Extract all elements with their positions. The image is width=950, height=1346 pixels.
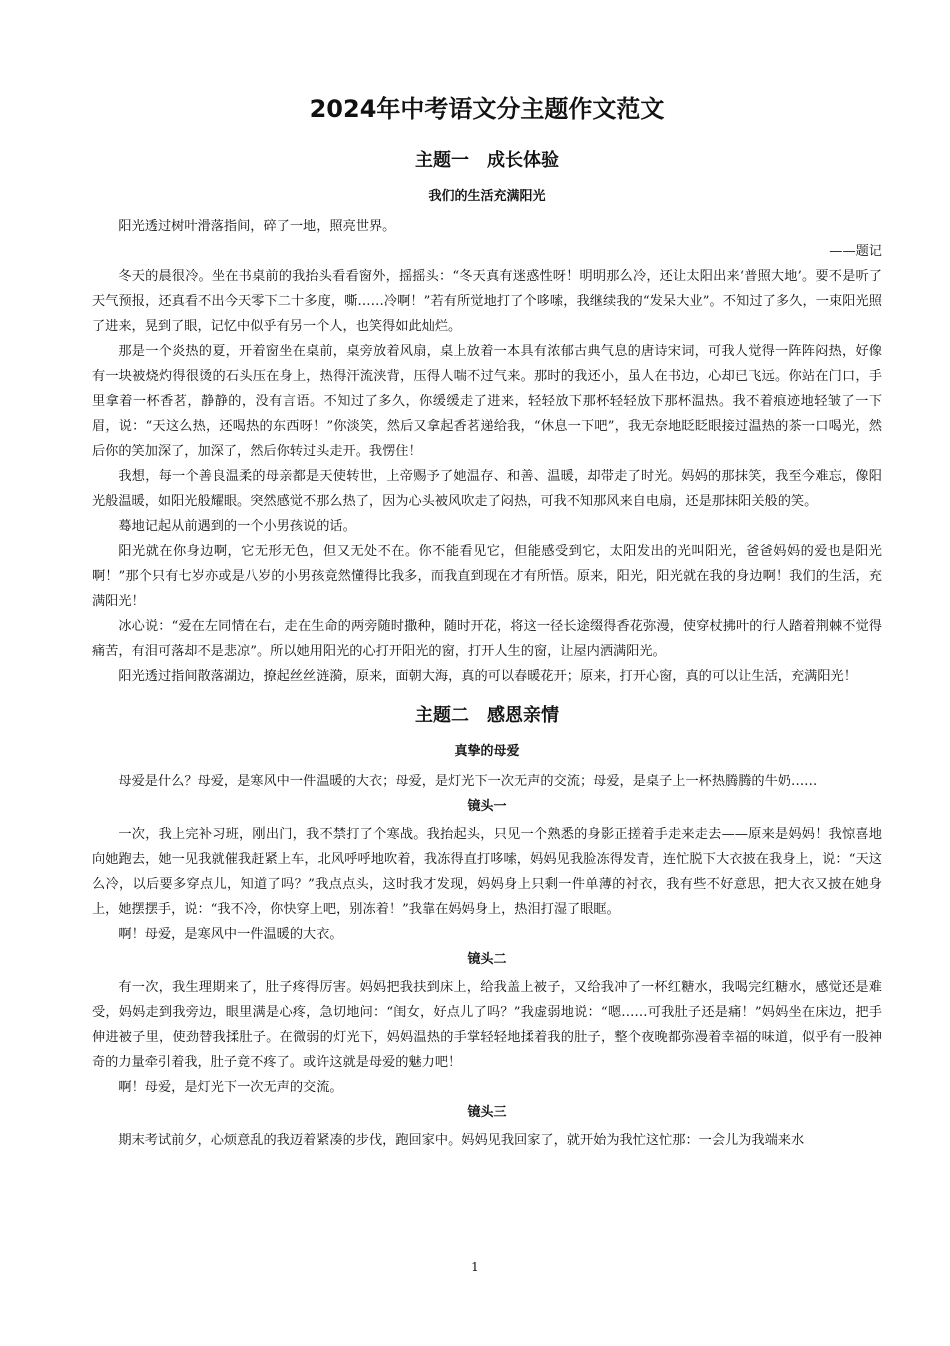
- paragraph: 啊！母爱，是灯光下一次无声的交流。: [118, 1080, 343, 1095]
- paragraph: 冰心说：“爱在左同情在右，走在生命的两旁随时撒种，随时开花，将这一径长途缀得香花弥漫，使穿杖拂叶的行人踏着荆棘不觉得痛苦，有泪可落却不是悲凉”。所以她用阳光的心打开阳光的窗，打开人生的窗，让屋内洒满阳光。: [92, 619, 882, 659]
- shot-two-title: 镜头二: [467, 952, 507, 967]
- epigraph-signature: ——题记: [829, 244, 882, 259]
- paragraph: 阳光透过指间散落湖边，撩起丝丝涟漪，原来，面朝大海，真的可以春暖花开；原来，打开心窗，真的可以让生活，充满阳光！: [118, 669, 857, 684]
- shot-one-title: 镜头一: [467, 799, 507, 814]
- paragraph: 一次，我上完补习班，刚出门，我不禁打了个寒战。我抬起头，只见一个熟悉的身影正搓着手走来走去——原来是妈妈！我惊喜地向她跑去，她一见我就催我赶紧上车，北风呼呼地吹着，我冻得直打哆嗦，妈妈见我脸冻得发青，连忙脱下大衣披在我身上，说：“天这么冷，以后要多穿点儿，知道了吗？”我点点头，这时我才发现，妈妈身上只剩一件单薄的衬衣，我有些不好意思，把大衣又披在她身上，她摆摆手，说：“我不冷，你快穿上吧，别冻着！”我靠在妈妈身上，热泪打湿了眼眶。: [92, 827, 882, 917]
- theme-one-heading: 主题一 成长体验: [415, 150, 559, 171]
- essay-two-title: 真挚的母爱: [454, 744, 520, 759]
- paragraph: 那是一个炎热的夏，开着窗坐在桌前，桌旁放着风扇，桌上放着一本具有浓郁古典气息的唐诗宋词，可我人觉得一阵阵闷热，好像有一块被烧灼得很烫的石头压在身上，热得汗流浃背，压得人喘不过气来。那时的我还小，虽人在书边，心却已飞远。你站在门口，手里拿着一杯香茗，静静的，没有言语。不知过了多久，你缓缓走了进来，轻轻放下那杯轻轻放下那杯温热。我不着痕迹地轻皱了一下眉，说：“天这么热，还喝热的东西呀！”你淡笑，然后又拿起香茗递给我，“休息一下吧”，我无奈地眨眨眼接过温热的茶一口喝光，然后你的笑加深了，加深了，然后你转过头走开。我愣住！: [92, 344, 882, 459]
- paragraph: 冬天的晨很冷。坐在书桌前的我抬头看看窗外，摇摇头：“冬天真有迷惑性呀！明明那么冷，还让太阳出来‘普照大地’。要不是听了天气预报，还真看不出今天零下二十多度，嘶……冷啊！”若有所觉地打了个哆嗦，我继续我的“发呆大业”。不知过了多久，一束阳光照了进来，晃到了眼，记忆中似乎有另一个人，也笑得如此灿烂。: [92, 269, 882, 334]
- epigraph: 阳光透过树叶滑落指间，碎了一地，照亮世界。: [118, 219, 396, 234]
- theme-two-heading: 主题二 感恩亲情: [415, 705, 559, 726]
- paragraph: 期末考试前夕，心烦意乱的我迈着紧凑的步伐，跑回家中。妈妈见我回家了，就开始为我忙这忙那：一会儿为我端来水: [118, 1133, 805, 1148]
- paragraph: 蓦地记起从前遇到的一个小男孩说的话。: [118, 519, 356, 534]
- paragraph: 啊！母爱，是寒风中一件温暖的大衣。: [118, 927, 343, 942]
- section-spacer: [92, 689, 882, 703]
- paragraph: 有一次，我生理期来了，肚子疼得厉害。妈妈把我扶到床上，给我盖上被子，又给我冲了一杯红糖水，我喝完红糖水，感觉还是难受，妈妈走到我旁边，眼里满是心疼，急切地问：“闺女，好点儿了吗？”我虚弱地说：“嗯……可我肚子还是痛！”妈妈坐在床边，把手伸进被子里，使劲替我揉肚子。在微弱的灯光下，妈妈温热的手掌轻轻地揉着我的肚子，整个夜晚都弥漫着幸福的味道，似乎有一股神奇的力量牵引着我，肚子竟不疼了。或许这就是母爱的魅力吧！: [92, 980, 882, 1070]
- paragraph: 我想，每一个善良温柔的母亲都是天使转世，上帝赐予了她温存、和善、温暖，却带走了时光。妈妈的那抹笑，我至今难忘，像阳光般温暖，如阳光般耀眼。突然感觉不那么热了，因为心头被风吹走了闷热，可我不知那风来自电扇，还是那抹阳关般的笑。: [92, 469, 882, 509]
- document-title: 2024年中考语文分主题作文范文: [309, 95, 665, 123]
- paragraph: 阳光就在你身边啊，它无形无色，但又无处不在。你不能看见它，但能感受到它，太阳发出的光叫阳光，爸爸妈妈的爱也是阳光啊！”那个只有七岁亦或是八岁的小男孩竟然懂得比我多，而我直到现在才有所悟。原来，阳光，阳光就在我的身边啊！我们的生活，充满阳光！: [92, 544, 882, 609]
- essay-one-title: 我们的生活充满阳光: [428, 189, 546, 204]
- page-number: 1: [471, 1260, 479, 1274]
- intro-paragraph: 母爱是什么？母爱，是寒风中一件温暖的大衣；母爱，是灯光下一次无声的交流；母爱，是桌子上一杯热腾腾的牛奶……: [118, 774, 818, 789]
- document-body: [92, 92, 882, 1153]
- shot-three-title: 镜头三: [467, 1105, 507, 1120]
